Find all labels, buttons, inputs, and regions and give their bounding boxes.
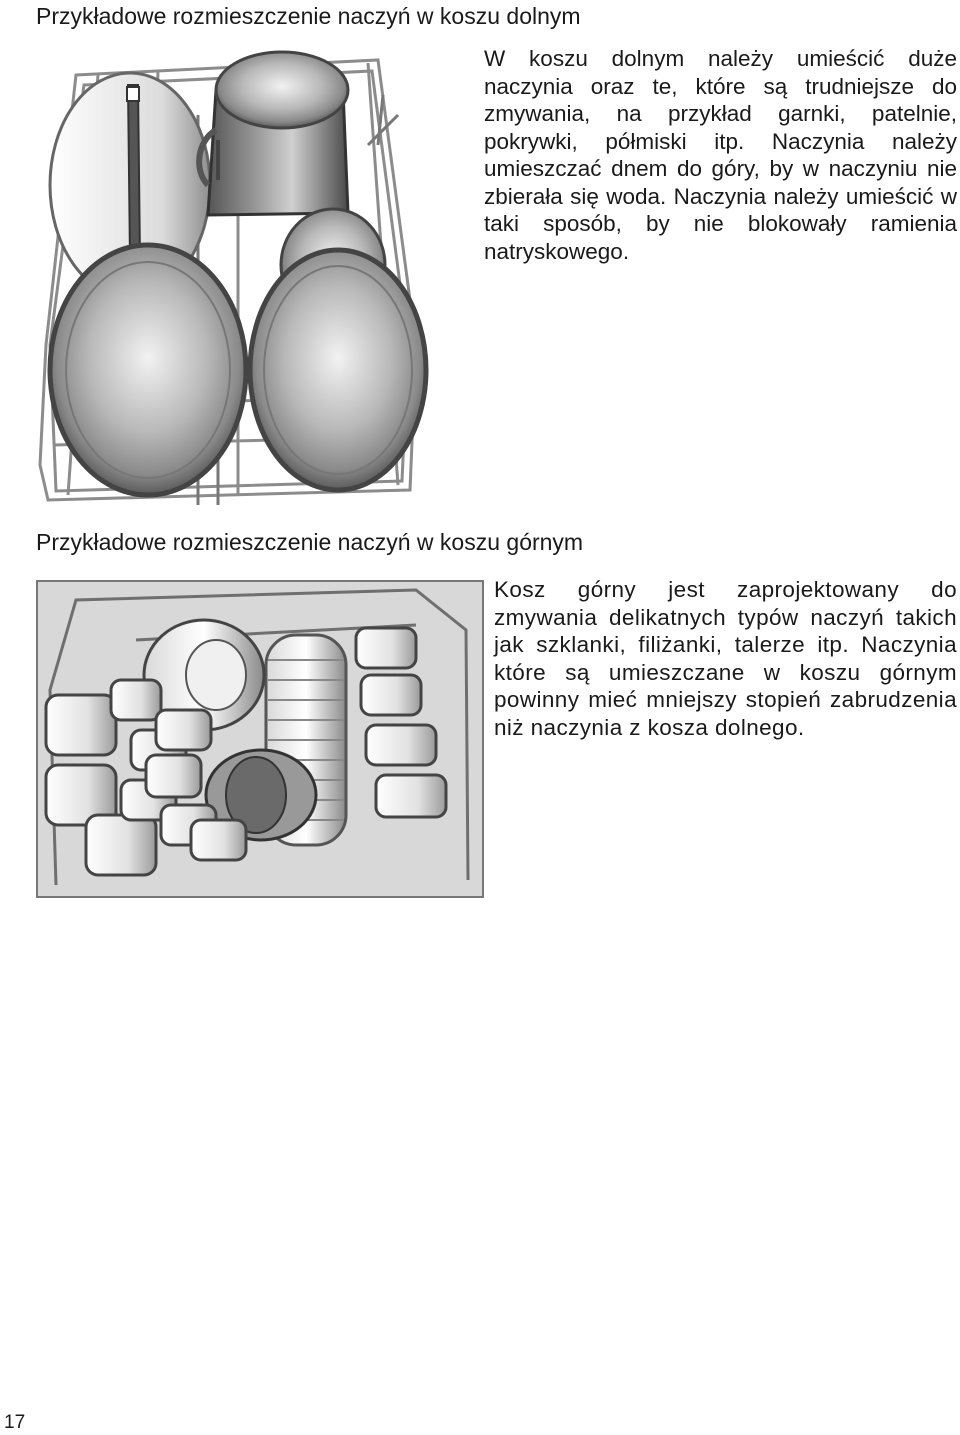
lower-basket-description: W koszu dolnym należy umieścić duże naczynia oraz te, które są trudniejsze do zmywania, na przykład garnki, patelnie, pokrywki, półmiski itp. Naczynia należy umieszczać dnem do góry, by w naczyniu nie zbierała się woda. Naczynia należy umieścić w taki sposób, by nie blokowały ramienia natryskowego.	[484, 46, 957, 264]
pan-handle	[128, 85, 140, 260]
upper-basket-description: Kosz górny jest zaprojektowany do zmywania delikatnych typów naczyń takich jak szklanki, filiżanki, talerze itp. Naczynia które są umieszczane w koszu górnym powinny mieć mniejszy stopień zabrudzenia niż naczynia z kosza dolnego.	[494, 577, 957, 740]
lower-basket-illustration	[38, 45, 436, 507]
pan-right	[250, 250, 426, 490]
page-number: 17	[4, 1412, 26, 1433]
upper-basket-heading: Przykładowe rozmieszczenie naczyń w koszu górnym	[36, 529, 584, 555]
pot	[199, 52, 348, 215]
upper-basket-illustration	[36, 580, 484, 898]
lower-basket-heading: Przykładowe rozmieszczenie naczyń w koszu dolnym	[36, 3, 581, 29]
pan-left	[50, 245, 246, 495]
